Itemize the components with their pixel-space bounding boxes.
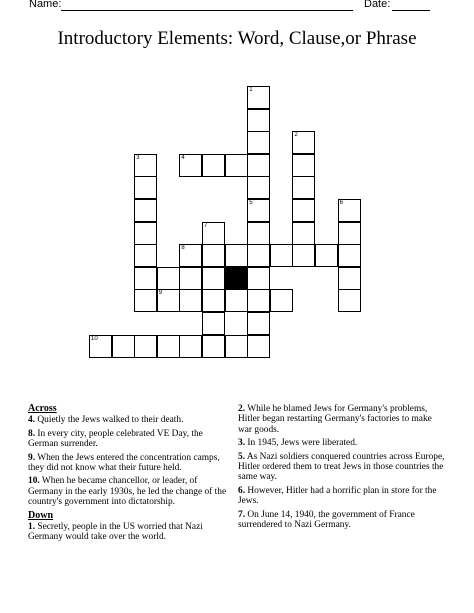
grid-cell[interactable] <box>202 335 225 358</box>
clue-down-7 <box>238 510 448 531</box>
grid-cell[interactable] <box>247 154 270 177</box>
clue-number: 5. <box>238 451 246 462</box>
grid-cell[interactable] <box>89 335 112 358</box>
cell-number: 1 <box>249 87 253 93</box>
clue-text: As Nazi soldiers conquered countries across Europe, Hitler ordered them to treat Jews in those countries the same way. <box>238 451 445 483</box>
clue-text: Quietly the Jews walked to their death. <box>37 415 184 426</box>
clue-down-3 <box>238 438 448 448</box>
grid-cell[interactable] <box>179 267 202 290</box>
grid-cell[interactable] <box>247 176 270 199</box>
clue-down-2 <box>238 404 448 435</box>
grid-cell[interactable] <box>247 86 270 109</box>
clue-number: 8. <box>28 428 36 439</box>
grid-cell[interactable] <box>157 267 180 290</box>
grid-cell[interactable] <box>112 335 135 358</box>
clue-down-5 <box>238 452 448 483</box>
clue-text: On June 14, 1940, the government of France surrendered to Nazi Germany. <box>238 509 415 531</box>
grid-cell[interactable] <box>179 289 202 312</box>
clue-text: When the Jews entered the concentration camps, they did not know what their future held. <box>28 452 220 474</box>
cell-number: 2 <box>294 132 298 139</box>
grid-cell[interactable] <box>270 244 293 267</box>
grid-cell[interactable] <box>338 289 361 312</box>
grid-cell[interactable] <box>134 222 157 245</box>
clue-number: 1. <box>28 522 36 533</box>
grid-cell[interactable] <box>202 244 225 267</box>
grid-cell[interactable] <box>338 199 361 222</box>
grid-cell[interactable] <box>247 267 270 290</box>
grid-cell[interactable] <box>225 244 248 267</box>
grid-cell[interactable] <box>292 199 315 222</box>
cell-number: 5 <box>249 200 253 206</box>
name-label: Name: <box>29 0 62 10</box>
grid-cell[interactable] <box>315 244 338 267</box>
grid-cell[interactable] <box>134 154 157 177</box>
grid-cell[interactable] <box>338 267 361 290</box>
clue-text: In every city, people celebrated VE Day, the German surrender. <box>28 428 203 450</box>
clues-right-column <box>238 404 448 533</box>
cell-number: 7 <box>204 222 208 229</box>
grid-cell[interactable] <box>134 176 157 199</box>
clue-text: Secretly, people in the US worried that Nazi Germany would take over the world. <box>28 522 203 543</box>
date-label: Date: <box>364 0 391 10</box>
clue-text: While he blamed Jews for Germany's problems, Hitler began restarting Germany's factories to make war goods. <box>238 404 432 435</box>
grid-cell[interactable] <box>247 222 270 245</box>
grid-cell[interactable] <box>247 244 270 267</box>
clue-text: However, Hitler had a horrific plan in store for the Jews. <box>238 485 437 507</box>
clue-number: 4. <box>28 415 36 426</box>
grid-cell[interactable] <box>247 289 270 312</box>
clue-number: 7. <box>238 509 246 520</box>
clue-text: In 1945, Jews were liberated. <box>247 438 358 449</box>
grid-cell[interactable] <box>247 335 270 358</box>
grid-cell[interactable] <box>292 131 315 154</box>
grid-cell[interactable] <box>179 335 202 358</box>
grid-cell[interactable] <box>225 335 248 358</box>
grid-cell[interactable] <box>247 131 270 154</box>
grid-cell[interactable] <box>270 289 293 312</box>
grid-cell[interactable] <box>179 154 202 177</box>
across-heading: Across <box>28 403 57 414</box>
grid-cell[interactable] <box>202 289 225 312</box>
clue-number: 2. <box>238 404 246 414</box>
grid-cell[interactable] <box>179 244 202 267</box>
grid-cell[interactable] <box>202 154 225 177</box>
clue-across-10 <box>28 476 228 507</box>
grid-cell[interactable] <box>134 199 157 222</box>
grid-cell[interactable] <box>202 267 225 290</box>
clue-across-4 <box>28 415 228 425</box>
clue-number: 6. <box>238 485 246 496</box>
grid-cell[interactable] <box>225 289 248 312</box>
grid-cell[interactable] <box>134 244 157 267</box>
clue-across-8 <box>28 429 228 450</box>
cell-number: 3 <box>136 154 140 161</box>
clue-down-6 <box>238 486 448 507</box>
grid-cell[interactable] <box>134 335 157 358</box>
clue-down-1 <box>28 522 228 543</box>
cell-number: 4 <box>181 154 185 161</box>
clue-across-9 <box>28 453 228 474</box>
clues-left-column <box>28 404 228 546</box>
black-cell <box>225 267 248 290</box>
cell-number: 9 <box>158 290 163 297</box>
grid-cell[interactable] <box>202 312 225 335</box>
grid-cell[interactable] <box>338 244 361 267</box>
grid-cell[interactable] <box>157 289 180 312</box>
grid-cell[interactable] <box>338 222 361 245</box>
down-heading: Down <box>28 509 54 521</box>
grid-cell[interactable] <box>134 267 157 290</box>
clue-number: 10. <box>28 476 40 487</box>
cell-number: 10 <box>91 335 98 342</box>
grid-cell[interactable] <box>225 154 248 177</box>
cell-number: 8 <box>181 245 185 252</box>
clue-number: 3. <box>238 438 246 449</box>
grid-cell[interactable] <box>292 222 315 245</box>
grid-cell[interactable] <box>134 289 157 312</box>
clue-text: When he became chancellor, or leader, of Germany in the early 1930s, he led the change of the country's government into dictatorship. <box>28 476 227 508</box>
grid-cell[interactable] <box>292 244 315 267</box>
grid-cell[interactable] <box>202 222 225 245</box>
grid-cell[interactable] <box>247 199 270 222</box>
clue-number: 9. <box>28 452 36 463</box>
grid-cell[interactable] <box>157 335 180 358</box>
grid-cell[interactable] <box>292 176 315 199</box>
grid-cell[interactable] <box>247 109 270 132</box>
grid-cell[interactable] <box>292 154 315 177</box>
page-title: Introductory Elements: Word, Clause,or Phrase <box>57 28 417 49</box>
grid-cell[interactable] <box>247 312 270 335</box>
cell-number: 6 <box>339 200 343 206</box>
